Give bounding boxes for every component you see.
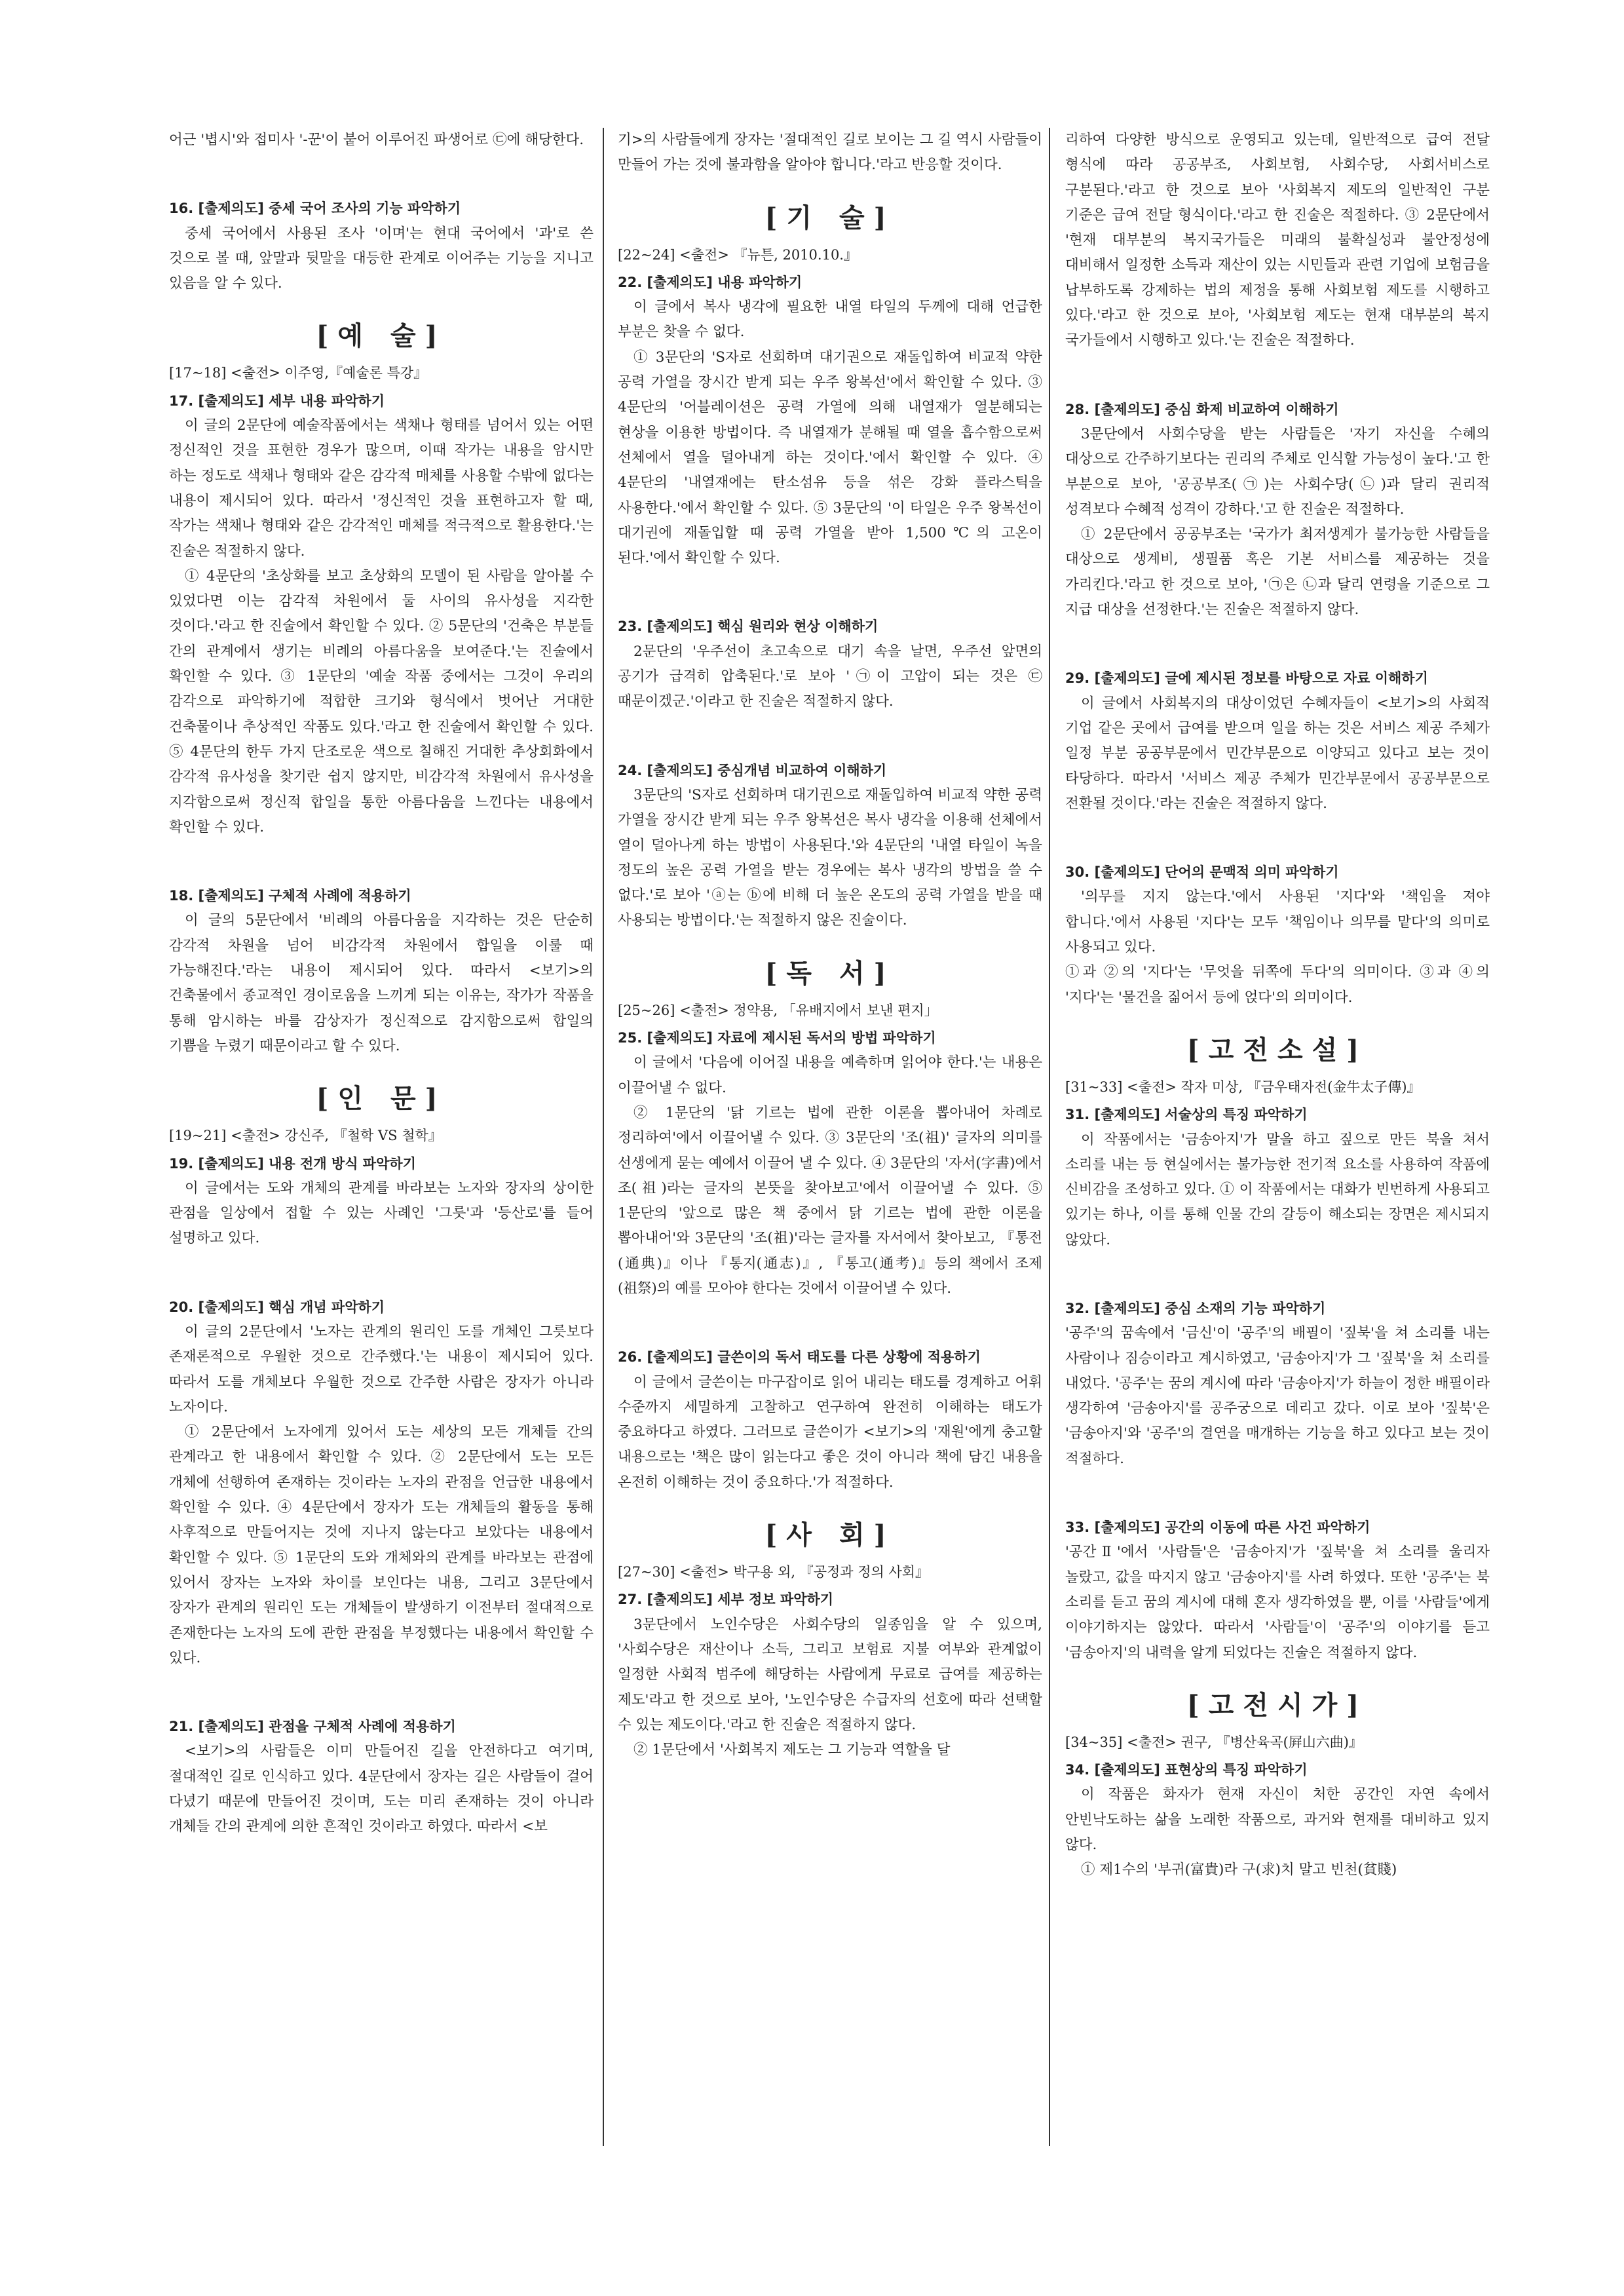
source-citation: [25~26] <출전> 정약용, 「유배지에서 보낸 편지」	[618, 1002, 938, 1018]
explanation-paragraph: 이 글에서는 도와 개체의 관계를 바라보는 노자와 장자의 상이한 관점을 일상에서 접할 수 있는 사례인 '그릇'과 '등산로'를 들어 설명하고 있다.	[169, 1179, 594, 1247]
explanation-paragraph: 기>의 사람들에게 장자는 '절대적인 길로 보이는 그 길 역시 사람들이 만들어 가는 것에 불과함을 알아야 합니다.'라고 반응할 것이다.	[618, 132, 1042, 174]
explanation-paragraph: '공간Ⅱ'에서 '사람들'은 '금송아지'가 '짚북'을 쳐 소리를 울리자 놀랐고, 값을 따지지 않고 '금송아지'를 사려 하였다. 또한 '공주'는 북 소리를 듣고 꿈의 계시에 대해 혼자 생각하였을 뿐, 이를 '사람들'에게 이야기하지는 않았다. 따라서 '사람들'이 '공주'의 이야기를 듣고 '금송아지'의 내력을 알게 되었다는 진술은 적절하지 않다.	[1065, 1544, 1490, 1661]
section-heading: [독 서]	[765, 957, 896, 989]
explanation-paragraph: 이 글의 5문단에서 '비례의 아름다움을 지각하는 것은 단순히 감각적 차원을 넘어 비감각적 차원에서 합일을 이룰 때 가능해진다.'라는 내용이 제시되어 있다. 따라서 <보기>의 건축물에서 종교적인 경이로움을 느끼게 되는 이유는, 작가가 작품을 통해 암시하는 바를 감상자가 정신적으로 감지함으로써 합일의 기쁨을 누렸기 때문이라고 할 수 있다.	[169, 912, 594, 1054]
source-citation: [17~18] <출전> 이주영,『예술론 특강』	[169, 365, 428, 381]
column-divider	[603, 128, 604, 2146]
explanation-paragraph: ② 1문단의 '닭 기르는 법에 관한 이론을 뽑아내어 차례로 정리하여'에서 이끌어낼 수 있다. ③ 3문단의 '조(祖)' 글자의 의미를 선생에게 묻는 예에서 이끌어 낼 수 있다. ④ 3문단의 '자서(字書)에서 조(祖)라는 글자의 본뜻을 찾아보고'에서 이끌어낼 수 있다. ⑤ 1문단의 '앞으로 많은 책 중에서 닭 기르는 법에 관한 이론을 뽑아내어'와 3문단의 '조(祖)'라는 글자를 자서에서 찾아보고, 『통전(通典)』이나 『통지(通志)』, 『통고(通考)』등의 책에서 조제(祖祭)의 예를 모아야 한다는 것에서 이끌어낼 수 있다.	[618, 1104, 1042, 1297]
explanation-paragraph: 이 글에서 복사 냉각에 필요한 내열 타일의 두께에 대해 언급한 부분은 찾을 수 없다.	[618, 299, 1042, 341]
question-heading: 22. [출제의도] 내용 파악하기	[618, 274, 803, 290]
question-heading: 25. [출제의도] 자료에 제시된 독서의 방법 파악하기	[618, 1030, 936, 1046]
explanation-paragraph: ① 2문단에서 공공부조는 '국가가 최저생계가 불가능한 사람들을 대상으로 생계비, 생필품 혹은 기본 서비스를 제공하는 것을 가리킨다.'라고 한 것으로 보아, '㉠은 ㉡과 달리 연령을 기준으로 그 지급 대상을 선정한다.'는 진술은 적절하지 않다.	[1065, 526, 1490, 619]
source-citation: [22~24] <출전> 『뉴튼, 2010.10.』	[618, 246, 858, 263]
explanation-paragraph: ① 4문단의 '초상화를 보고 초상화의 모델이 된 사람을 알아볼 수 있었다면 이는 감각적 차원에서 둘 사이의 유사성을 지각한 것이다.'라고 한 진술에서 확인할 수 있다. ② 5문단의 '건축은 부분들 간의 관계에서 생기는 비례의 아름다움을 보여준다.'는 진술에서 확인할 수 있다. ③ 1문단의 '예술 작품 중에서는 그것이 우리의 감각으로 파악하기에 적합한 크기와 형식에서 벗어난 거대한 건축물이나 추상적인 작품도 있다.'라고 한 진술에서 확인할 수 있다. ⑤ 4문단의 한두 가지 단조로운 색으로 칠해진 거대한 추상회화에서 감각적 유사성을 찾기란 쉽지 않지만, 비감각적 차원에서 유사성을 지각함으로써 정신적 합일을 통한 아름다움을 느낀다는 내용에서 확인할 수 있다.	[169, 567, 594, 835]
column-divider	[1049, 128, 1050, 2146]
explanation-paragraph: ①과 ②의 '지다'는 '무엇을 뒤쪽에 두다'의 의미이다. ③과 ④의 '지다'는 '물건을 짊어서 등에 얹다'의 의미이다.	[1065, 964, 1490, 1006]
explanation-paragraph: 이 글에서 글쓴이는 마구잡이로 읽어 내리는 태도를 경계하고 어휘 수준까지 세밀하게 고찰하고 연구하여 완전히 이해하는 태도가 중요하다고 하였다. 그러므로 글쓴이가 <보기>의 '재원'에게 충고할 내용으로는 '책은 많이 읽는다고 좋은 것이 아니라 책에 담긴 내용을 온전히 이해하는 것이 중요하다.'가 적절하다.	[618, 1373, 1042, 1491]
explanation-paragraph: 이 작품에서는 '금송아지'가 말을 하고 짚으로 만든 북을 쳐서 소리를 내는 등 현실에서는 불가능한 전기적 요소를 사용하여 작품에 신비감을 조성하고 있다. ① 이 작품에서는 대화가 빈번하게 사용되고 있기는 하나, 이를 통해 인물 간의 갈등이 해소되는 장면은 제시되지 않았다.	[1065, 1131, 1490, 1248]
section-heading: [기 술]	[765, 202, 896, 233]
explanation-paragraph: '의무를 지지 않는다.'에서 사용된 '지다'와 '책임을 져야 합니다.'에서 사용된 '지다'는 모두 '책임이나 의무를 맡다'의 의미로 사용되고 있다.	[1065, 889, 1490, 956]
explanation-paragraph: <보기>의 사람들은 이미 만들어진 길을 안전하다고 여기며, 절대적인 길로 인식하고 있다. 4문단에서 장자는 길은 사람들이 걸어 다녔기 때문에 만들어진 것이며, 도는 미리 존재하는 것이 아니라 개체들 간의 관계에 의한 흔적인 것이라고 하였다. 따라서 <보	[169, 1743, 594, 1835]
explanation-paragraph: ① 2문단에서 노자에게 있어서 도는 세상의 모든 개체들 간의 관계라고 한 내용에서 확인할 수 있다. ② 2문단에서 도는 모든 개체에 선행하여 존재하는 것이라는 노자의 관점을 언급한 내용에서 확인할 수 있다. ④ 4문단에서 장자가 도는 개체들의 활동을 통해 사후적으로 만들어지는 것에 지나지 않는다고 보았다는 내용에서 확인할 수 있다. ⑤ 1문단의 도와 개체와의 관계를 바라보는 관점에 있어서 장자는 노자와 차이를 보인다는 내용, 그리고 3문단에서 장자가 관계의 원리인 도는 개체들이 발생하기 이전부터 절대적으로 존재한다는 노자의 도에 관한 관점을 부정했다는 내용에서 확인할 수 있다.	[169, 1424, 594, 1666]
column-1	[169, 128, 594, 1840]
question-heading: 31. [출제의도] 서술상의 특징 파악하기	[1065, 1107, 1308, 1123]
explanation-paragraph: ① 3문단의 'S자로 선회하며 대기권으로 재돌입하여 비교적 약한 공력 가열을 장시간 받게 되는 우주 왕복선'에서 확인할 수 있다. ③ 4문단의 '어블레이션은 공력 가열에 의해 내열재가 열분해되는 현상을 이용한 방법이다. 즉 내열재가 분해될 때 열을 흡수함으로써 선체에서 열을 덜아내게 하는 것이다.'에서 확인할 수 있다. ④ 4문단의 '내열재에는 탄소섬유 등을 섞은 강화 플라스틱을 사용한다.'에서 확인할 수 있다. ⑤ 3문단의 '이 타일은 우주 왕복선이 대기권에 재돌입할 때 공력 가열을 받아 1,500℃의 고온이 된다.'에서 확인할 수 있다.	[618, 349, 1042, 567]
section-heading: [인 문]	[316, 1083, 447, 1115]
explanation-paragraph: 중세 국어에서 사용된 조사 '이며'는 현대 국어에서 '과'로 쓴 것으로 볼 때, 앞말과 뒷말을 대등한 관계로 이어주는 기능을 지니고 있음을 알 수 있다.	[169, 225, 594, 292]
question-heading: 17. [출제의도] 세부 내용 파악하기	[169, 392, 385, 409]
question-heading: 34. [출제의도] 표현상의 특징 파악하기	[1065, 1762, 1308, 1778]
question-heading: 30. [출제의도] 단어의 문맥적 의미 파악하기	[1065, 864, 1339, 881]
question-heading: 29. [출제의도] 글에 제시된 정보를 바탕으로 자료 이해하기	[1065, 670, 1428, 687]
explanation-paragraph: 이 글에서 사회복지의 대상이었던 수혜자들이 <보기>의 사회적 기업 같은 곳에서 급여를 받으며 일을 하는 것은 서비스 제공 주체가 일정 부분 공공부문에서 민간부문으로 이양되고 있다고 보는 것이 타당하다. 따라서 '서비스 제공 주체가 민간부문에서 공공부문으로 전환될 것이다.'라는 진술은 적절하지 않다.	[1065, 695, 1490, 812]
explanation-paragraph: 이 글의 2문단에 예술작품에서는 색채나 형태를 넘어서 있는 어떤 정신적인 것을 표현한 경우가 많으며, 이때 작가는 내용을 암시만 하는 정도로 색채나 형태와 같은 감각적 매체를 사용할 수밖에 없다는 내용이 제시되어 있다. 따라서 '정신적인 것을 표현하고자 할 때, 작가는 색채나 형태와 같은 감각적인 매체를 적극적으로 활용한다.'는 진술은 적절하지 않다.	[169, 417, 594, 560]
explanation-paragraph: '공주'의 꿈속에서 '금신'이 '공주'의 배필이 '짚북'을 쳐 소리를 내는 사람이나 짐승이라고 계시하였고, '금송아지'가 그 '짚북'을 쳐 소리를 내었다. '공주'는 꿈의 계시에 따라 '금송아지'가 하늘이 정한 배필이라 생각하여 '금송아지'를 공주궁으로 데리고 갔다. 이로 보아 '짚북'은 '금송아지'와 '공주'의 결연을 매개하는 기능을 하고 있다고 보는 것이 적절하다.	[1065, 1325, 1490, 1467]
explanation-paragraph: 이 글의 2문단에서 '노자는 관계의 원리인 도를 개체인 그릇보다 존재론적으로 우월한 것으로 간주했다.'는 내용이 제시되어 있다. 따라서 도를 개체보다 우월한 것으로 간주한 사람은 장자가 아니라 노자이다.	[169, 1323, 594, 1415]
explanation-paragraph: 이 작품은 화자가 현재 자신이 처한 공간인 자연 속에서 안빈낙도하는 삶을 노래한 작품으로, 과거와 현재를 대비하고 있지 않다.	[1065, 1786, 1490, 1854]
source-citation: [31~33] <출전> 작자 미상, 『금우태자전(金牛太子傳)』	[1065, 1079, 1421, 1095]
question-heading: 33. [출제의도] 공간의 이동에 따른 사건 파악하기	[1065, 1520, 1370, 1536]
section-heading: [사 회]	[765, 1520, 896, 1551]
source-citation: [27~30] <출전> 박구용 외, 『공정과 정의 사회』	[618, 1564, 930, 1580]
explanation-paragraph: 3문단에서 노인수당은 사회수당의 일종임을 알 수 있으며, '사회수당은 재산이나 소득, 그리고 보험료 지불 여부와 관계없이 일정한 사회적 범주에 해당하는 사람에게 무료로 급여를 제공하는 제도'라고 한 것으로 보아, '노인수당은 수급자의 선호에 따라 선택할 수 있는 제도이다.'라고 한 진술은 적절하지 않다.	[618, 1616, 1042, 1733]
explanation-paragraph: 2문단의 '우주선이 초고속으로 대기 속을 날면, 우주선 앞면의 공기가 급격히 압축된다.'로 보아 '㉠이 고압이 되는 것은 ㉢ 때문이겠군.'이라고 한 진술은 적절하지 않다.	[618, 643, 1042, 710]
explanation-paragraph: 이 글에서 '다음에 이어질 내용을 예측하며 읽어야 한다.'는 내용은 이끌어낼 수 없다.	[618, 1054, 1042, 1096]
explanation-paragraph: 리하여 다양한 방식으로 운영되고 있는데, 일반적으로 급여 전달 형식에 따라 공공부조, 사회보험, 사회수당, 사회서비스로 구분된다.'라고 한 것으로 보아 '사회복지 제도의 일반적인 구분 기준은 급여 전달 형식이다.'라고 한 진술은 적절하다. ③ 2문단에서 '현재 대부분의 복지국가들은 미래의 불확실성과 불안정성에 대비해서 일정한 소득과 재산이 있는 시민들과 관련 기업에 보험금을 납부하도록 강제하는 법의 제정을 통해 사회보험 제도를 시행하고 있다.'라고 한 것으로 보아, '사회보험 제도는 현재 대부분의 복지 국가들에서 시행하고 있다.'는 진술은 적절하다.	[1065, 132, 1490, 349]
question-heading: 24. [출제의도] 중심개념 비교하여 이해하기	[618, 762, 887, 778]
question-heading: 19. [출제의도] 내용 전개 방식 파악하기	[169, 1155, 416, 1172]
explanation-paragraph: 어근 '볍시'와 접미사 '-꾼'이 붙어 이루어진 파생어로 ㉢에 해당한다.	[169, 132, 584, 148]
question-heading: 18. [출제의도] 구체적 사례에 적용하기	[169, 888, 411, 904]
question-heading: 20. [출제의도] 핵심 개념 파악하기	[169, 1299, 385, 1315]
question-heading: 26. [출제의도] 글쓴이의 독서 태도를 다른 상황에 적용하기	[618, 1349, 981, 1366]
column-3	[1065, 128, 1490, 1883]
column-2	[618, 128, 1042, 1763]
explanation-paragraph: ② 1문단에서 '사회복지 제도는 그 기능과 역할을 달	[633, 1742, 951, 1759]
question-heading: 32. [출제의도] 중심 소재의 기능 파악하기	[1065, 1300, 1326, 1316]
section-heading: [고전시가]	[1186, 1689, 1369, 1721]
question-heading: 27. [출제의도] 세부 정보 파악하기	[618, 1592, 834, 1608]
question-heading: 21. [출제의도] 관점을 구체적 사례에 적용하기	[169, 1719, 456, 1735]
explanation-paragraph: 3문단에서 사회수당을 받는 사람들은 '자기 자신을 수혜의 대상으로 간주하기보다는 권리의 주체로 인식할 가능성이 높다.'고 한 부분으로 보아, '공공부조(㉠)는 사회수당(㉡)과 달리 권리적 성격보다 수혜적 성격이 강하다.'고 한 진술은 적절하다.	[1065, 425, 1490, 518]
explanation-paragraph: 3문단의 'S자로 선회하며 대기권으로 재돌입하여 비교적 약한 공력 가열을 장시간 받게 되는 우주 왕복선은 복사 냉각을 이용해 선체에서 열이 덜아나게 하는 방법이 사용된다.'와 4문단의 '내열 타일이 녹을 정도의 높은 공력 가열을 받는 경우에는 복사 냉각의 방법을 쓸 수 없다.'로 보아 'ⓐ는 ⓑ에 비해 더 높은 온도의 공력 가열을 받을 때 사용되는 방법이다.'는 적절하지 않은 진술이다.	[618, 786, 1042, 929]
source-citation: [19~21] <출전> 강신주, 『철학 VS 철학』	[169, 1128, 442, 1144]
explanation-paragraph: ① 제1수의 '부귀(富貴)라 구(求)치 말고 빈천(貧賤)	[1081, 1862, 1397, 1879]
question-heading: 16. [출제의도] 중세 국어 조사의 기능 파악하기	[169, 201, 461, 217]
source-citation: [34~35] <출전> 권구, 『병산육곡(屛山六曲)』	[1065, 1734, 1363, 1750]
question-heading: 23. [출제의도] 핵심 원리와 현상 이해하기	[618, 619, 878, 635]
section-heading: [예 술]	[316, 320, 447, 352]
section-heading: [고전소설]	[1186, 1034, 1369, 1065]
question-heading: 28. [출제의도] 중심 화제 비교하여 이해하기	[1065, 401, 1339, 417]
